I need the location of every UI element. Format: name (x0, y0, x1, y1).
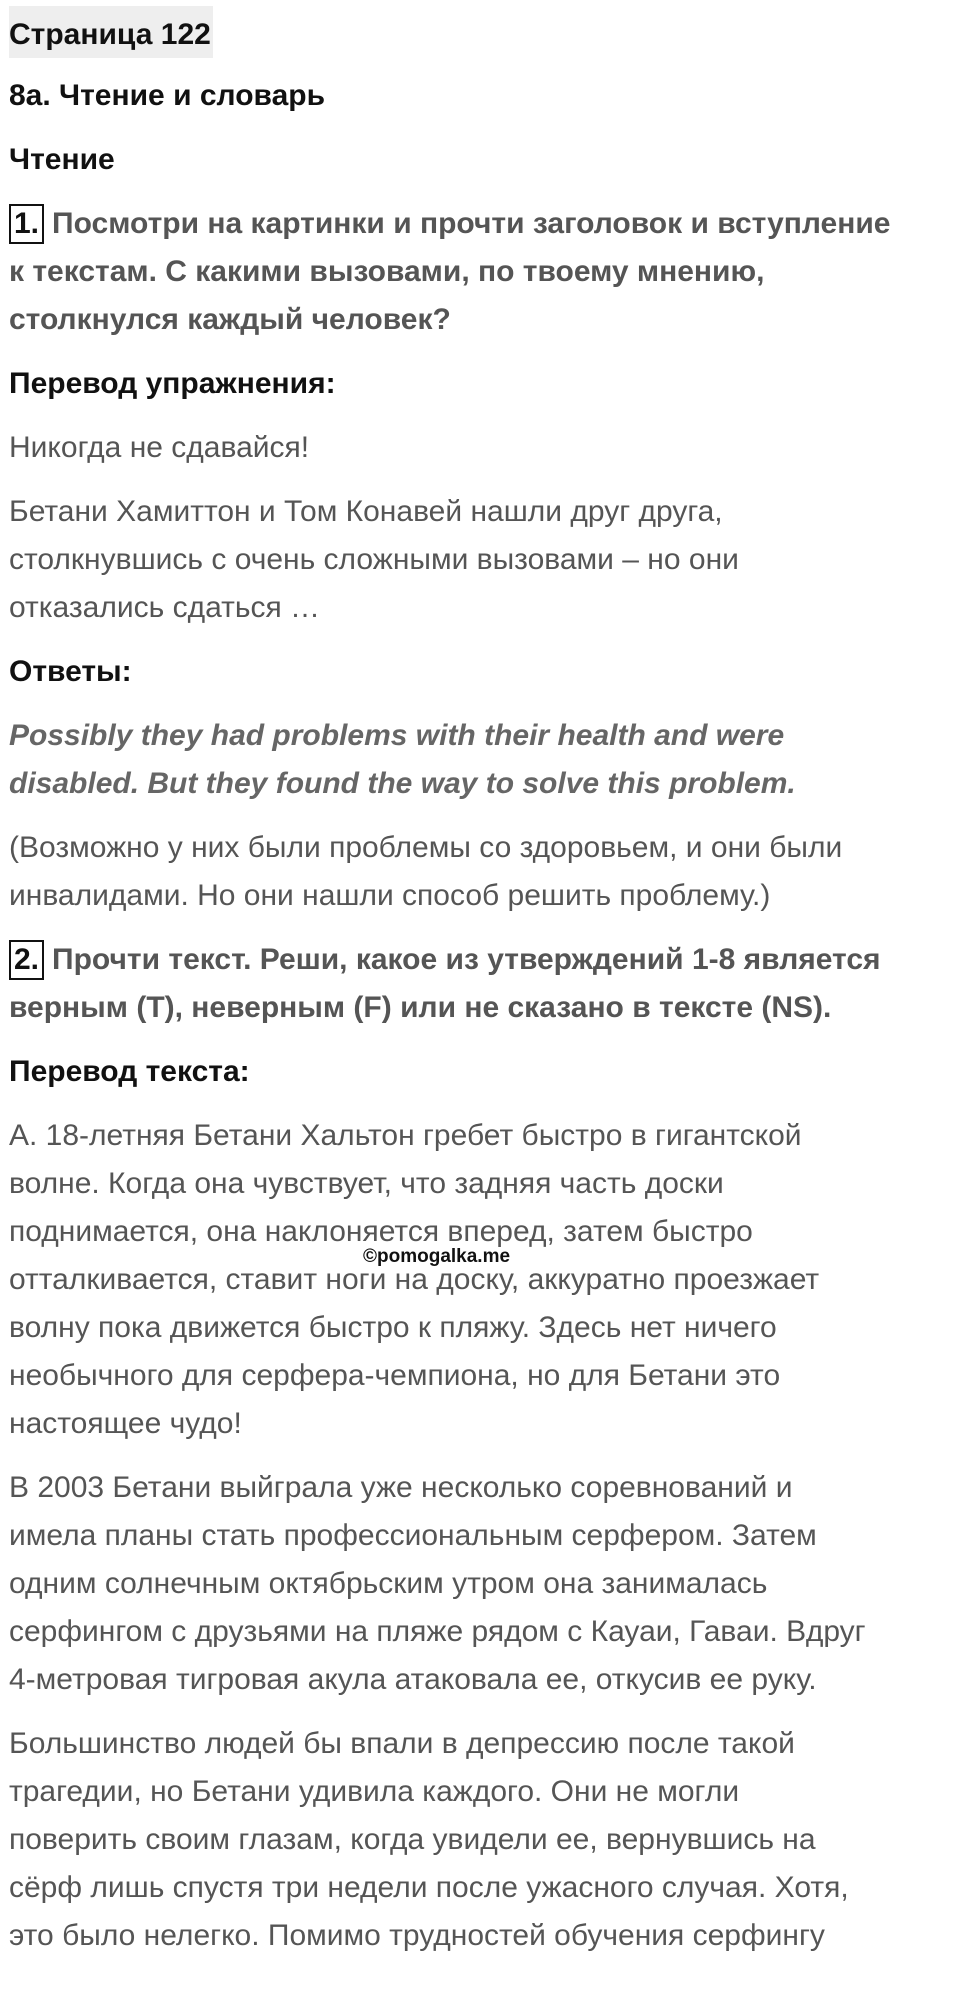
translation-heading: Перевод упражнения: (9, 367, 336, 400)
text-line: поверить своим глазам, когда увидели ее, вернувшись на (9, 1823, 816, 1856)
answer-russian (9, 824, 954, 920)
text-line: Бетани Хамиттон и Том Конавей нашли друг друга, (9, 495, 723, 528)
paragraph-c (9, 1720, 954, 1960)
answer-english (9, 712, 954, 808)
exercise-2-number: 2. (9, 940, 44, 980)
text-line: 4-метровая тигровая акула атаковала ее, откусив ее руку. (9, 1663, 817, 1696)
section-title: 8a. Чтение и словарь (9, 79, 326, 112)
text-line: сёрф лишь спустя три недели после ужасного случая. Хотя, (9, 1871, 849, 1904)
text-line: трагедии, но Бетани удивила каждого. Они не могли (9, 1775, 740, 1808)
paragraph-b (9, 1464, 954, 1704)
page-title: Страница 122 (9, 6, 213, 58)
answers-heading: Ответы: (9, 655, 132, 688)
text-line: это было нелегко. Помимо трудностей обучения серфингу (9, 1919, 825, 1952)
text-line: настоящее чудо! (9, 1407, 242, 1440)
exercise-1-line: к текстам. С какими вызовами, по твоему мнению, (9, 255, 765, 288)
text-line: серфингом с друзьями на пляже рядом с Кауаи, Гаваи. Вдруг (9, 1615, 866, 1648)
text-line: волне. Когда она чувствует, что задняя часть доски (9, 1167, 724, 1200)
text-line: имела планы стать профессиональным серфером. Затем (9, 1519, 817, 1552)
text-line: поднимается, она наклоняется вперед, затем быстро (9, 1215, 753, 1248)
exercise-2-line (9, 936, 954, 984)
text-line: одним солнечным октябрьским утром она занималась (9, 1567, 768, 1600)
answer-line: инвалидами. Но они нашли способ решить проблему.) (9, 879, 771, 912)
watermark: ©pomogalka.me (363, 1246, 511, 1267)
exercise-1-number: 1. (9, 204, 44, 244)
exercise-2-line: верным (T), неверным (F) или не сказано в тексте (NS). (9, 991, 832, 1024)
text-line: необычного для серфера-чемпиона, но для Бетани это (9, 1359, 781, 1392)
translation-title: Никогда не сдавайся! (9, 431, 310, 464)
exercise-1-line: столкнулся каждый человек? (9, 303, 451, 336)
exercise-1-text: Посмотри на картинки и прочти заголовок и вступление (52, 207, 891, 240)
text-line: отталкивается, ставит ноги на доску, аккуратно проезжает (9, 1263, 820, 1296)
text-line: волну пока движется быстро к пляжу. Здесь нет ничего (9, 1311, 777, 1344)
paragraph-a (9, 1112, 954, 1448)
text-line: А. 18-летняя Бетани Хальтон гребет быстро в гигантской (9, 1119, 802, 1152)
answer-line: disabled. But they found the way to solve this problem. (9, 767, 796, 800)
text-line: отказались сдаться … (9, 591, 321, 624)
answer-line: Possibly they had problems with their health and were (9, 719, 785, 752)
text-line: столкнувшись с очень сложными вызовами – но они (9, 543, 739, 576)
text-line: В 2003 Бетани выйграла уже несколько соревнований и (9, 1471, 793, 1504)
subsection-title: Чтение (9, 143, 115, 176)
answer-line: (Возможно у них были проблемы со здоровьем, и они были (9, 831, 843, 864)
document-page (9, 0, 954, 1960)
exercise-2-text: Прочти текст. Реши, какое из утверждений 1-8 является (52, 943, 881, 976)
text-line: Большинство людей бы впали в депрессию после такой (9, 1727, 795, 1760)
exercise-1 (9, 200, 954, 344)
exercise-1-line (9, 200, 954, 248)
exercise-2 (9, 936, 954, 1032)
translation-paragraph (9, 488, 954, 632)
text-translation-heading: Перевод текста: (9, 1055, 250, 1088)
